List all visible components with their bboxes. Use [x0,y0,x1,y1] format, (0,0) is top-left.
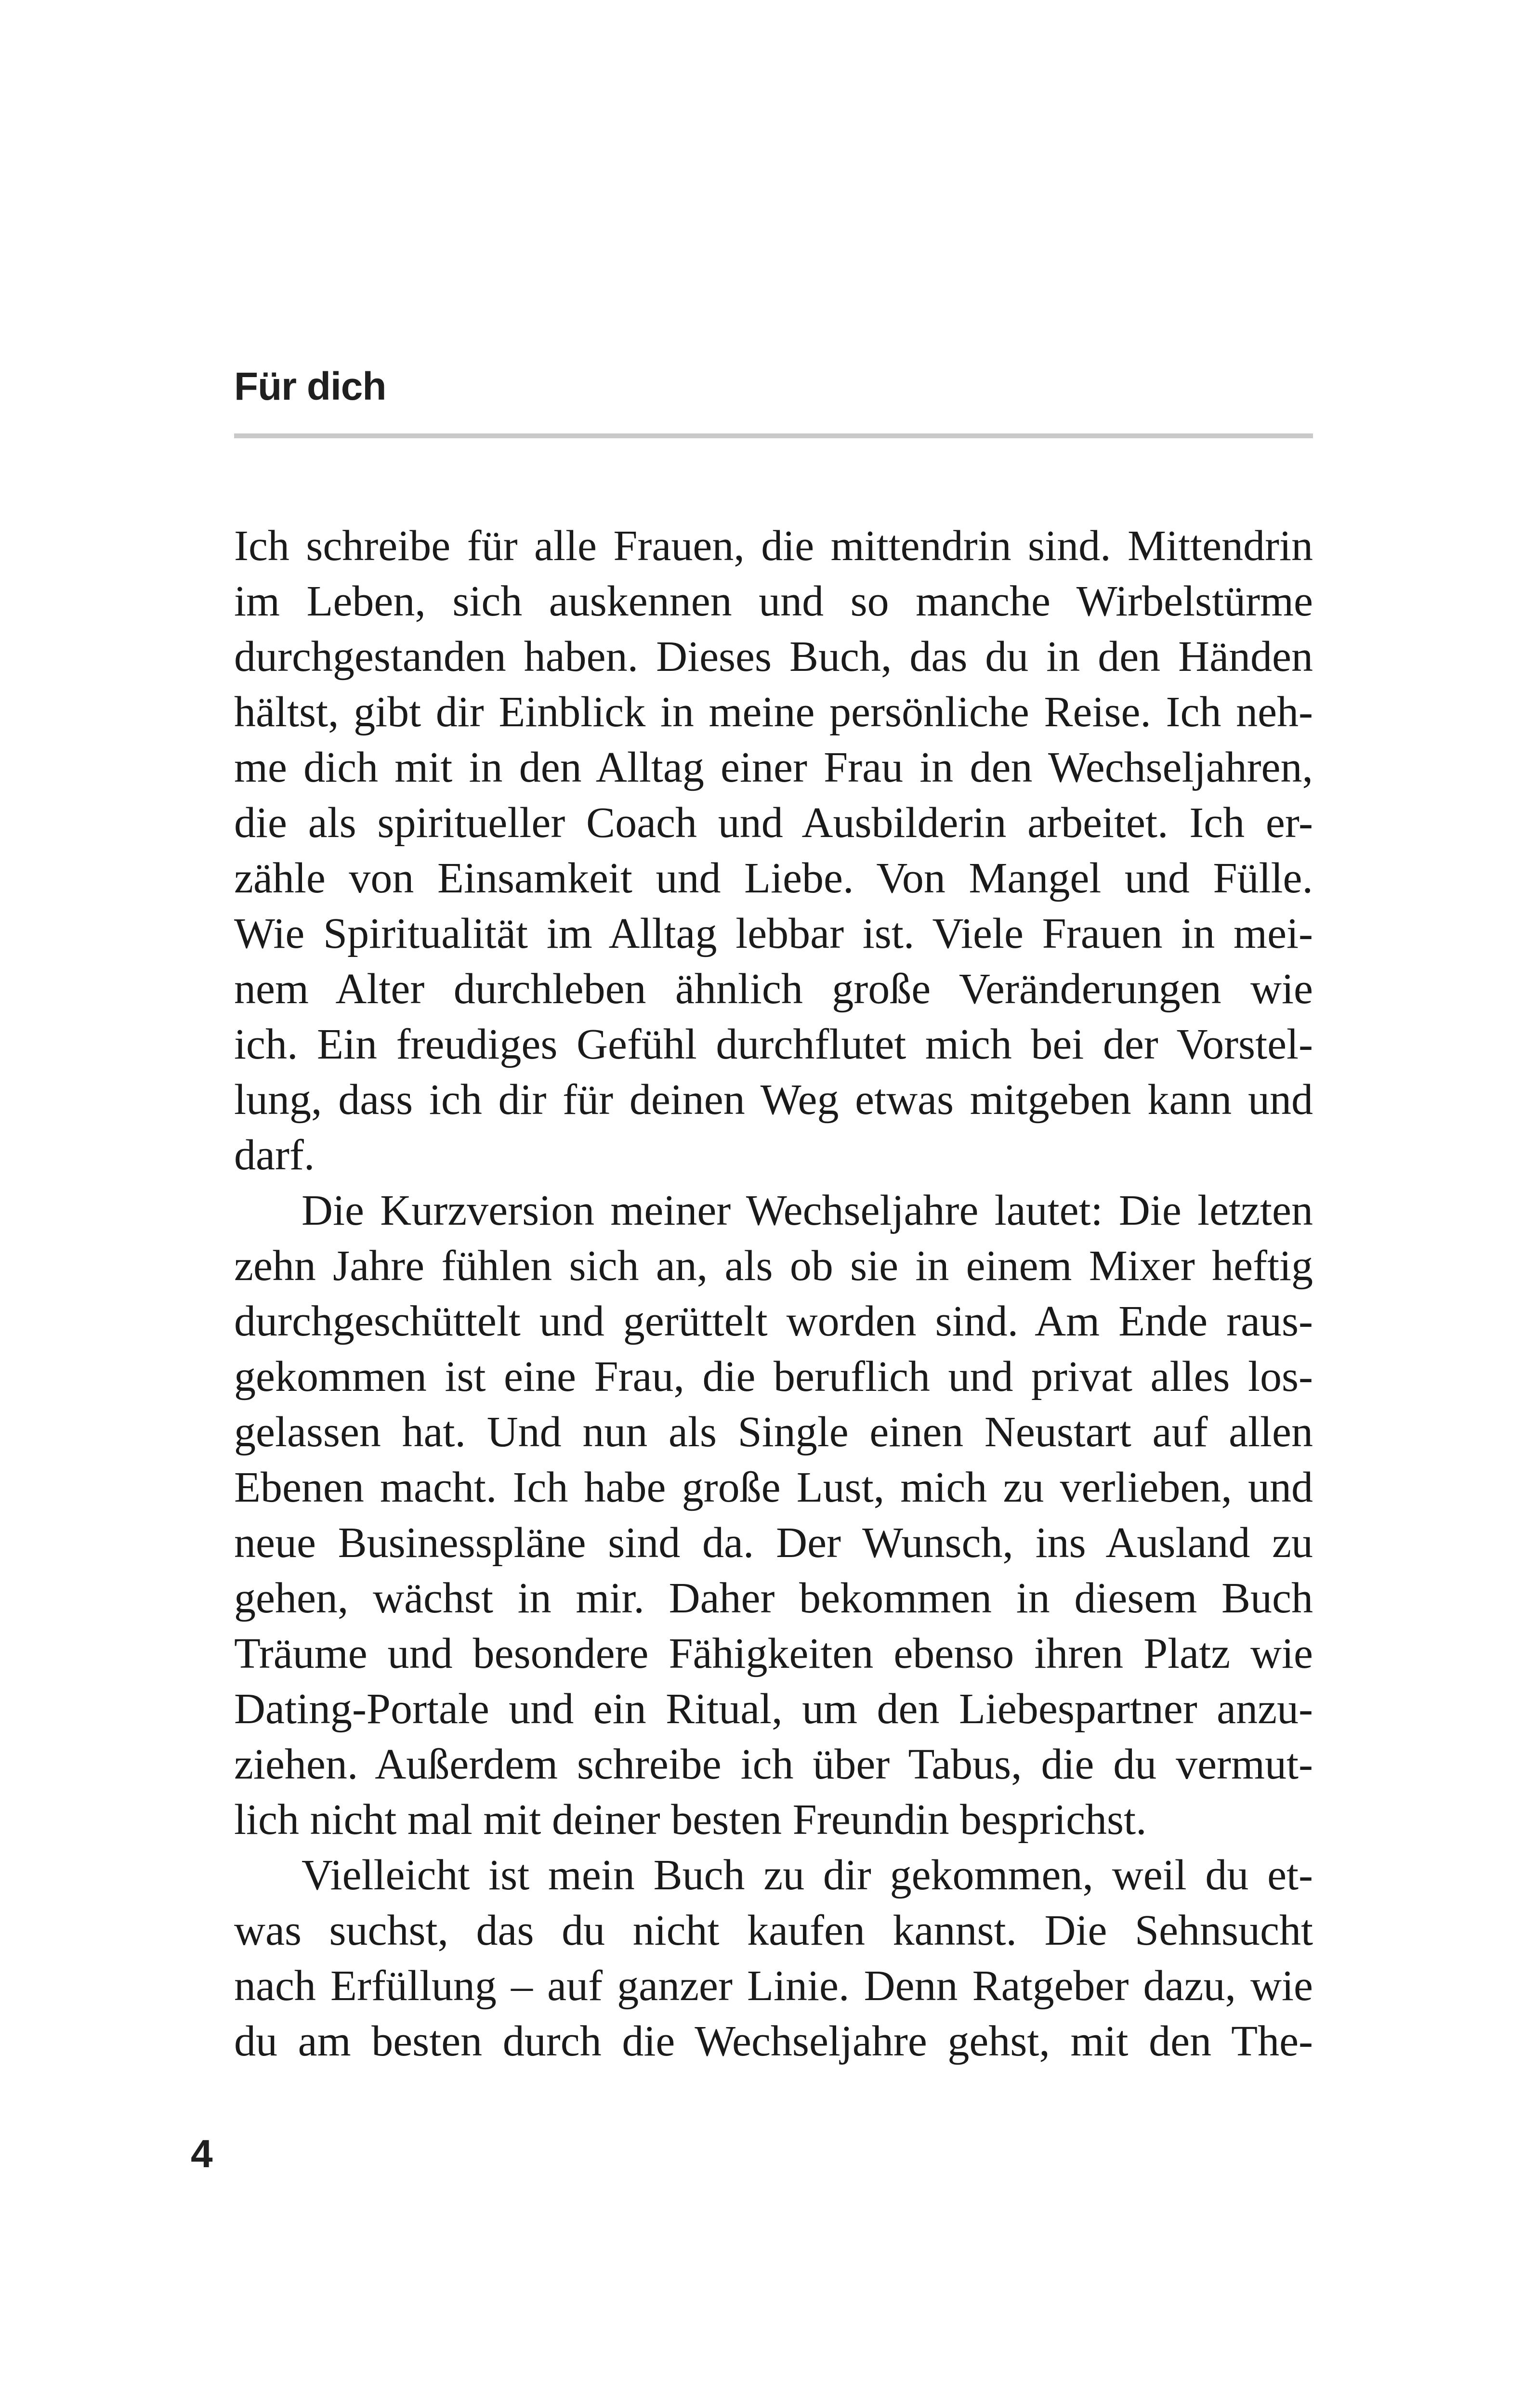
header-rule [234,433,1313,438]
body-text [234,518,1313,2069]
text-line: gehen, wächst in mir. Daher bekommen in diesem Buch [234,1574,1313,1622]
text-line: die als spiritueller Coach und Ausbilderin arbeitet. Ich er- [234,799,1313,847]
text-line: ziehen. Außerdem schreibe ich über Tabus, die du vermut- [234,1741,1313,1788]
paragraph-1 [234,518,1313,1183]
text-line: lich nicht mal mit deiner besten Freundin besprichst. [234,1796,1147,1844]
text-line: Ebenen macht. Ich habe große Lust, mich zu verlieben, und [234,1464,1313,1511]
text-line: nem Alter durchleben ähnlich große Veränderungen wie [234,965,1313,1013]
text-line: Wie Spiritualität im Alltag lebbar ist. Viele Frauen in mei- [234,910,1313,957]
text-line: durchgeschüttelt und gerüttelt worden sind. Am Ende raus- [234,1297,1313,1345]
text-line: gelassen hat. Und nun als Single einen Neustart auf allen [234,1408,1313,1456]
text-line: hältst, gibt dir Einblick in meine persönliche Reise. Ich neh- [234,688,1313,736]
text-line: ich. Ein freudiges Gefühl durchflutet mich bei der Vorstel- [234,1021,1313,1068]
text-line: Träume und besondere Fähigkeiten ebenso ihren Platz wie [234,1630,1313,1677]
text-line: durchgestanden haben. Dieses Buch, das du in den Händen [234,633,1313,681]
paragraph-2 [234,1183,1313,1847]
text-line: Ich schreibe für alle Frauen, die mittendrin sind. Mittendrin [234,522,1313,570]
page-number: 4 [191,2132,213,2176]
text-line: du am besten durch die Wechseljahre gehst, mit den The- [234,2017,1313,2065]
text-line: Vielleicht ist mein Buch zu dir gekommen, weil du et- [302,1851,1313,1899]
paragraph-3 [234,1847,1313,2069]
text-line: darf. [234,1131,315,1179]
running-header: Für dich [234,365,386,408]
text-line: neue Businesspläne sind da. Der Wunsch, ins Ausland zu [234,1519,1313,1567]
text-line: Die Kurzversion meiner Wechseljahre lautet: Die letzten [302,1187,1313,1234]
text-line: zehn Jahre fühlen sich an, als ob sie in einem Mixer heftig [234,1242,1313,1290]
text-line: Dating-Portale und ein Ritual, um den Liebespartner anzu- [234,1685,1313,1733]
text-line: zähle von Einsamkeit und Liebe. Von Mangel und Fülle. [234,854,1313,902]
text-line: me dich mit in den Alltag einer Frau in den Wechseljahren, [234,744,1313,791]
text-line: lung, dass ich dir für deinen Weg etwas mitgeben kann und [234,1076,1313,1124]
text-line: gekommen ist eine Frau, die beruflich und privat alles los- [234,1353,1313,1400]
text-line: was suchst, das du nicht kaufen kannst. Die Sehnsucht [234,1907,1313,1954]
text-line: im Leben, sich auskennen und so manche Wirbelstürme [234,577,1313,625]
text-line: nach Erfüllung – auf ganzer Linie. Denn Ratgeber dazu, wie [234,1962,1313,2010]
